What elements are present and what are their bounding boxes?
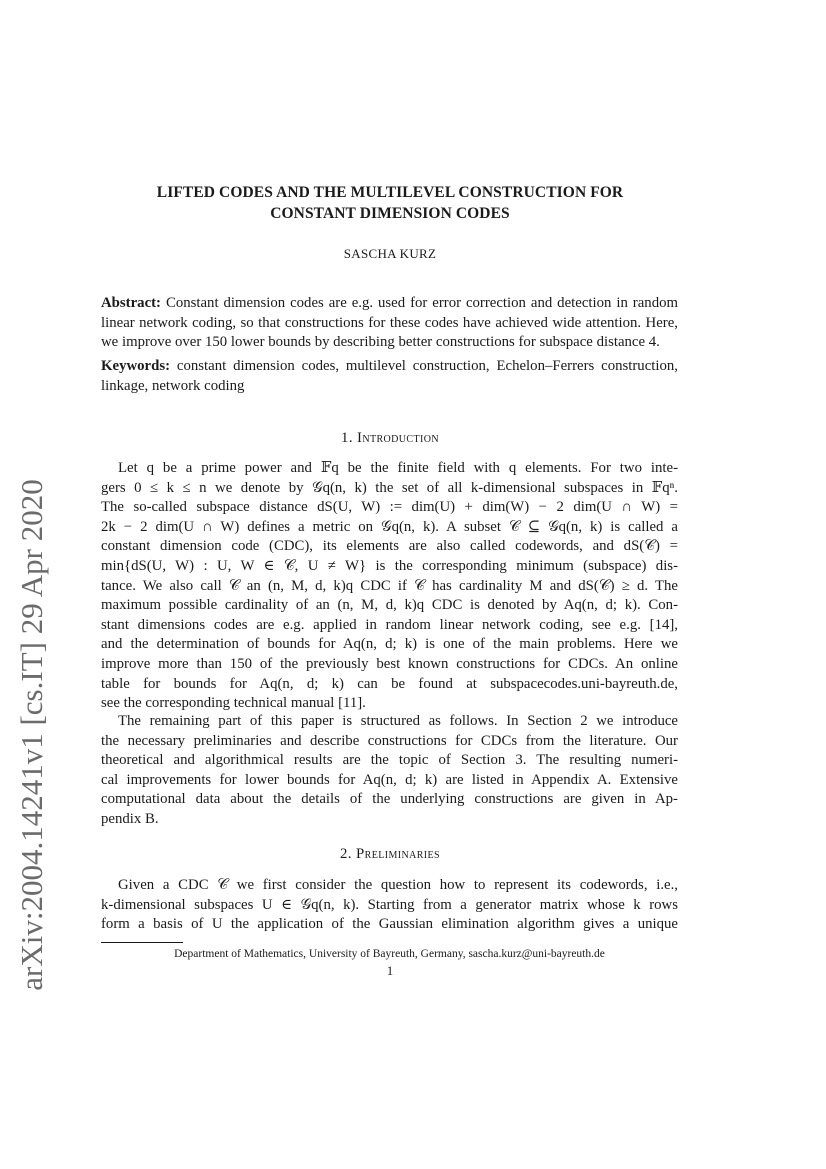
author-name: SASCHA KURZ bbox=[343, 246, 437, 261]
abstract-line: Abstract: Constant dimension codes are e.g. used for error correction and detection in random bbox=[101, 295, 678, 311]
paragraph-line: constant dimension code (CDC), its elements are also called codewords, and dS(𝒞) = bbox=[101, 538, 678, 555]
abstract-line: we improve over 150 lower bounds by describing better constructions for subspace distance 4. bbox=[101, 334, 660, 351]
introduction-paragraph-1 bbox=[101, 459, 678, 714]
footnote-rule bbox=[101, 942, 183, 943]
keywords-line: linkage, network coding bbox=[101, 377, 245, 394]
paragraph-line: k-dimensional subspaces U ∈ 𝒢q(n, k). Starting from a generator matrix whose k rows bbox=[101, 896, 678, 913]
arxiv-identifier: arXiv:2004.14241v1 [cs.IT] 29 Apr 2020 bbox=[14, 479, 49, 991]
abstract-label: Abstract: bbox=[101, 295, 161, 311]
introduction-paragraph-2 bbox=[101, 712, 678, 830]
paragraph-line: maximum possible cardinality of an (n, M, d, k)q CDC is denoted by Aq(n, d; k). Con- bbox=[101, 597, 678, 614]
preliminaries-paragraph-1 bbox=[101, 876, 678, 935]
paragraph-line: Let q be a prime power and 𝔽q be the finite field with q elements. For two inte- bbox=[118, 460, 678, 476]
section-title: Preliminaries bbox=[356, 846, 440, 862]
paragraph-line: The remaining part of this paper is structured as follows. In Section 2 we introduce bbox=[118, 713, 678, 729]
section-title: Introduction bbox=[357, 430, 439, 446]
paragraph-line: pendix B. bbox=[101, 810, 159, 827]
page-number: 1 bbox=[386, 964, 394, 978]
section-heading-preliminaries bbox=[100, 846, 680, 863]
title-line-2: CONSTANT DIMENSION CODES bbox=[270, 205, 510, 222]
section-number: 1. bbox=[341, 430, 353, 446]
abstract-line: linear network coding, so that constructions for these codes have achieved wide attention. Here, bbox=[101, 314, 678, 331]
paragraph-line: the necessary preliminaries and describe constructions for CDCs from the literature. Our bbox=[101, 732, 678, 749]
title-line-1: LIFTED CODES AND THE MULTILEVEL CONSTRUCTION FOR bbox=[156, 184, 624, 201]
paragraph-line: stant dimensions codes are e.g. applied in random linear network coding, see e.g. [14], bbox=[101, 616, 678, 633]
keywords bbox=[101, 357, 678, 396]
paragraph-line: 2k − 2 dim(U ∩ W) defines a metric on 𝒢q(n, k). A subset 𝒞 ⊆ 𝒢q(n, k) is called a bbox=[101, 518, 678, 535]
paragraph-line: see the corresponding technical manual [11]. bbox=[101, 695, 366, 712]
paragraph-line-with-url: table for bounds for Aq(n, d; k) can be found at subspacecodes.uni-bayreuth.de, bbox=[101, 675, 678, 692]
paragraph-line: The so-called subspace distance dS(U, W) := dim(U) + dim(W) − 2 dim(U ∩ W) = bbox=[101, 499, 678, 516]
section-number: 2. bbox=[340, 846, 352, 862]
paragraph-line: gers 0 ≤ k ≤ n we denote by 𝒢q(n, k) the set of all k-dimensional subspaces in 𝔽qⁿ. bbox=[101, 479, 678, 496]
paragraph-line: Given a CDC 𝒞 we first consider the question how to represent its codewords, i.e., bbox=[118, 877, 678, 893]
paragraph-line: tance. We also call 𝒞 an (n, M, d, k)q CDC if 𝒞 has cardinality M and dS(𝒞) ≥ d. The bbox=[101, 577, 678, 594]
paragraph-line: form a basis of U the application of the Gaussian elimination algorithm gives a unique bbox=[101, 916, 678, 933]
paper-title bbox=[100, 182, 680, 224]
keywords-label: Keywords: bbox=[101, 358, 171, 374]
keywords-line: Keywords: constant dimension codes, multilevel construction, Echelon–Ferrers construction, bbox=[101, 358, 678, 374]
abstract bbox=[101, 294, 678, 353]
paragraph-line: cal improvements for lower bounds for Aq(n, d; k) are listed in Appendix A. Extensive bbox=[101, 771, 678, 788]
section-heading-introduction bbox=[100, 430, 680, 447]
paragraph-line: min{dS(U, W) : U, W ∈ 𝒞, U ≠ W} is the corresponding minimum (subspace) dis- bbox=[101, 557, 678, 574]
author-affiliation-footnote: Department of Mathematics, University of Bayreuth, Germany, sascha.kurz@uni-bayreuth.de bbox=[174, 948, 605, 960]
paragraph-line: and the determination of bounds for Aq(n, d; k) is one of the main problems. Here we bbox=[101, 636, 678, 653]
paragraph-line: theoretical and algorithmical results are the topic of Section 3. The resulting numeri- bbox=[101, 752, 678, 769]
arxiv-stamp bbox=[2, 0, 52, 1169]
paragraph-line: computational data about the details of the underlying constructions are given in Ap- bbox=[101, 791, 678, 808]
paragraph-line: improve more than 150 of the previously best known constructions for CDCs. An online bbox=[101, 655, 678, 672]
